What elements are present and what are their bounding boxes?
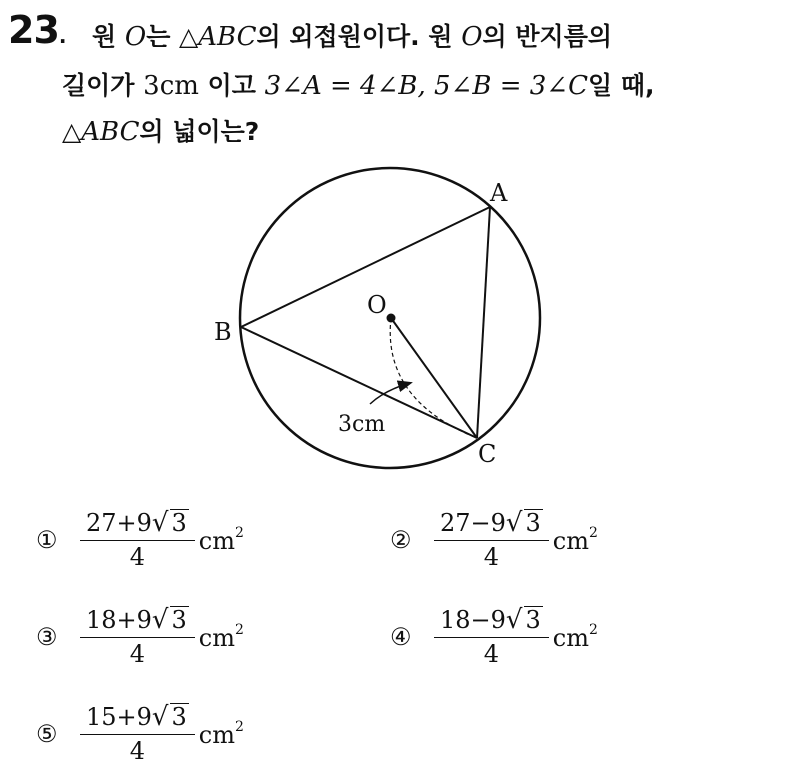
choice-3-number: ③ (36, 622, 58, 651)
q1-a: 원 (92, 22, 125, 51)
choice-4-fraction (434, 605, 549, 668)
center-point-o (387, 314, 396, 323)
choice-2-unit (553, 525, 598, 555)
label-a: A (490, 179, 508, 207)
choice-3-numerator-int: 18+9 (86, 606, 152, 634)
label-b: B (214, 318, 232, 346)
choice-1-number: ① (36, 525, 58, 554)
q1-c: 는 △ (146, 22, 199, 51)
choice-1-unit-text: cm (198, 526, 235, 555)
choice-5-numerator-int: 15+9 (86, 703, 152, 731)
choice-5[interactable] (36, 702, 244, 765)
q2-b: 3cm (143, 71, 199, 101)
choice-1-exponent: 2 (234, 524, 244, 541)
choice-4-unit (553, 622, 598, 652)
choice-5-unit-text: cm (198, 720, 235, 749)
choice-4-exponent: 2 (588, 621, 598, 638)
choice-2-numerator: 27−9√ 3 (434, 508, 549, 541)
choice-5-number: ⑤ (36, 719, 58, 748)
q2-e: 일 때, (588, 71, 655, 100)
choice-3[interactable] (36, 605, 244, 668)
choice-4-number: ④ (390, 622, 412, 651)
choice-3-denominator: 4 (129, 640, 146, 668)
q1-f: O (461, 22, 483, 52)
q3-a: △ (62, 117, 82, 146)
label-c: C (478, 440, 497, 468)
choice-2-unit-text: cm (552, 526, 589, 555)
radius-label-arrow (370, 383, 410, 404)
radius-label: 3cm (338, 412, 386, 437)
question-number-dot: . (58, 24, 66, 48)
label-o: O (367, 291, 387, 319)
choice-4-numerator-int: 18−9 (440, 606, 506, 634)
choice-2[interactable] (390, 508, 598, 571)
choice-2-number: ② (390, 525, 412, 554)
choice-5-numerator: 15+9√ 3 (80, 702, 195, 735)
choice-5-denominator: 4 (129, 737, 146, 765)
q3-c: 의 넓이는? (139, 117, 260, 146)
q1-g: 의 반지름의 (482, 22, 613, 51)
choice-4[interactable] (390, 605, 598, 668)
choice-1-radicand: 3 (171, 509, 187, 537)
choice-3-exponent: 2 (234, 621, 244, 638)
choice-5-radicand: 3 (171, 703, 187, 731)
choice-4-numerator: 18−9√ 3 (434, 605, 549, 638)
side-ab (241, 207, 490, 327)
choice-1-numerator: 27+9√ 3 (80, 508, 195, 541)
choice-1-fraction (80, 508, 195, 571)
q2-d: 3∠A = 4∠B, 5∠B = 3∠C (264, 71, 588, 101)
choice-5-unit (199, 719, 244, 749)
choice-2-fraction (434, 508, 549, 571)
radius-oc (391, 318, 477, 438)
choice-3-unit (199, 622, 244, 652)
choice-3-unit-text: cm (198, 623, 235, 652)
choice-1-unit (199, 525, 244, 555)
choice-3-fraction (80, 605, 195, 668)
choice-2-radicand: 3 (525, 509, 541, 537)
q1-d: ABC (198, 22, 257, 52)
q1-e: 의 외접원이다. 원 (256, 22, 462, 51)
choice-3-radicand: 3 (171, 606, 187, 634)
q2-a: 길이가 (62, 71, 144, 100)
q1-b: O (124, 22, 147, 52)
q2-c: 이고 (198, 71, 265, 100)
choice-2-exponent: 2 (588, 524, 598, 541)
choice-4-radicand: 3 (525, 606, 541, 634)
choice-1-numerator-int: 27+9 (86, 509, 152, 537)
choice-2-numerator-int: 27−9 (440, 509, 506, 537)
choice-5-exponent: 2 (234, 718, 244, 735)
choice-5-fraction (80, 702, 195, 765)
choice-3-numerator: 18+9√ 3 (80, 605, 195, 638)
choice-1-denominator: 4 (129, 543, 146, 571)
choice-1[interactable] (36, 508, 244, 571)
choice-4-unit-text: cm (552, 623, 589, 652)
choice-4-denominator: 4 (483, 640, 500, 668)
choice-2-denominator: 4 (483, 543, 500, 571)
question-number-value: 23 (8, 8, 59, 52)
side-ac (477, 207, 490, 438)
q3-b: ABC (81, 117, 140, 147)
